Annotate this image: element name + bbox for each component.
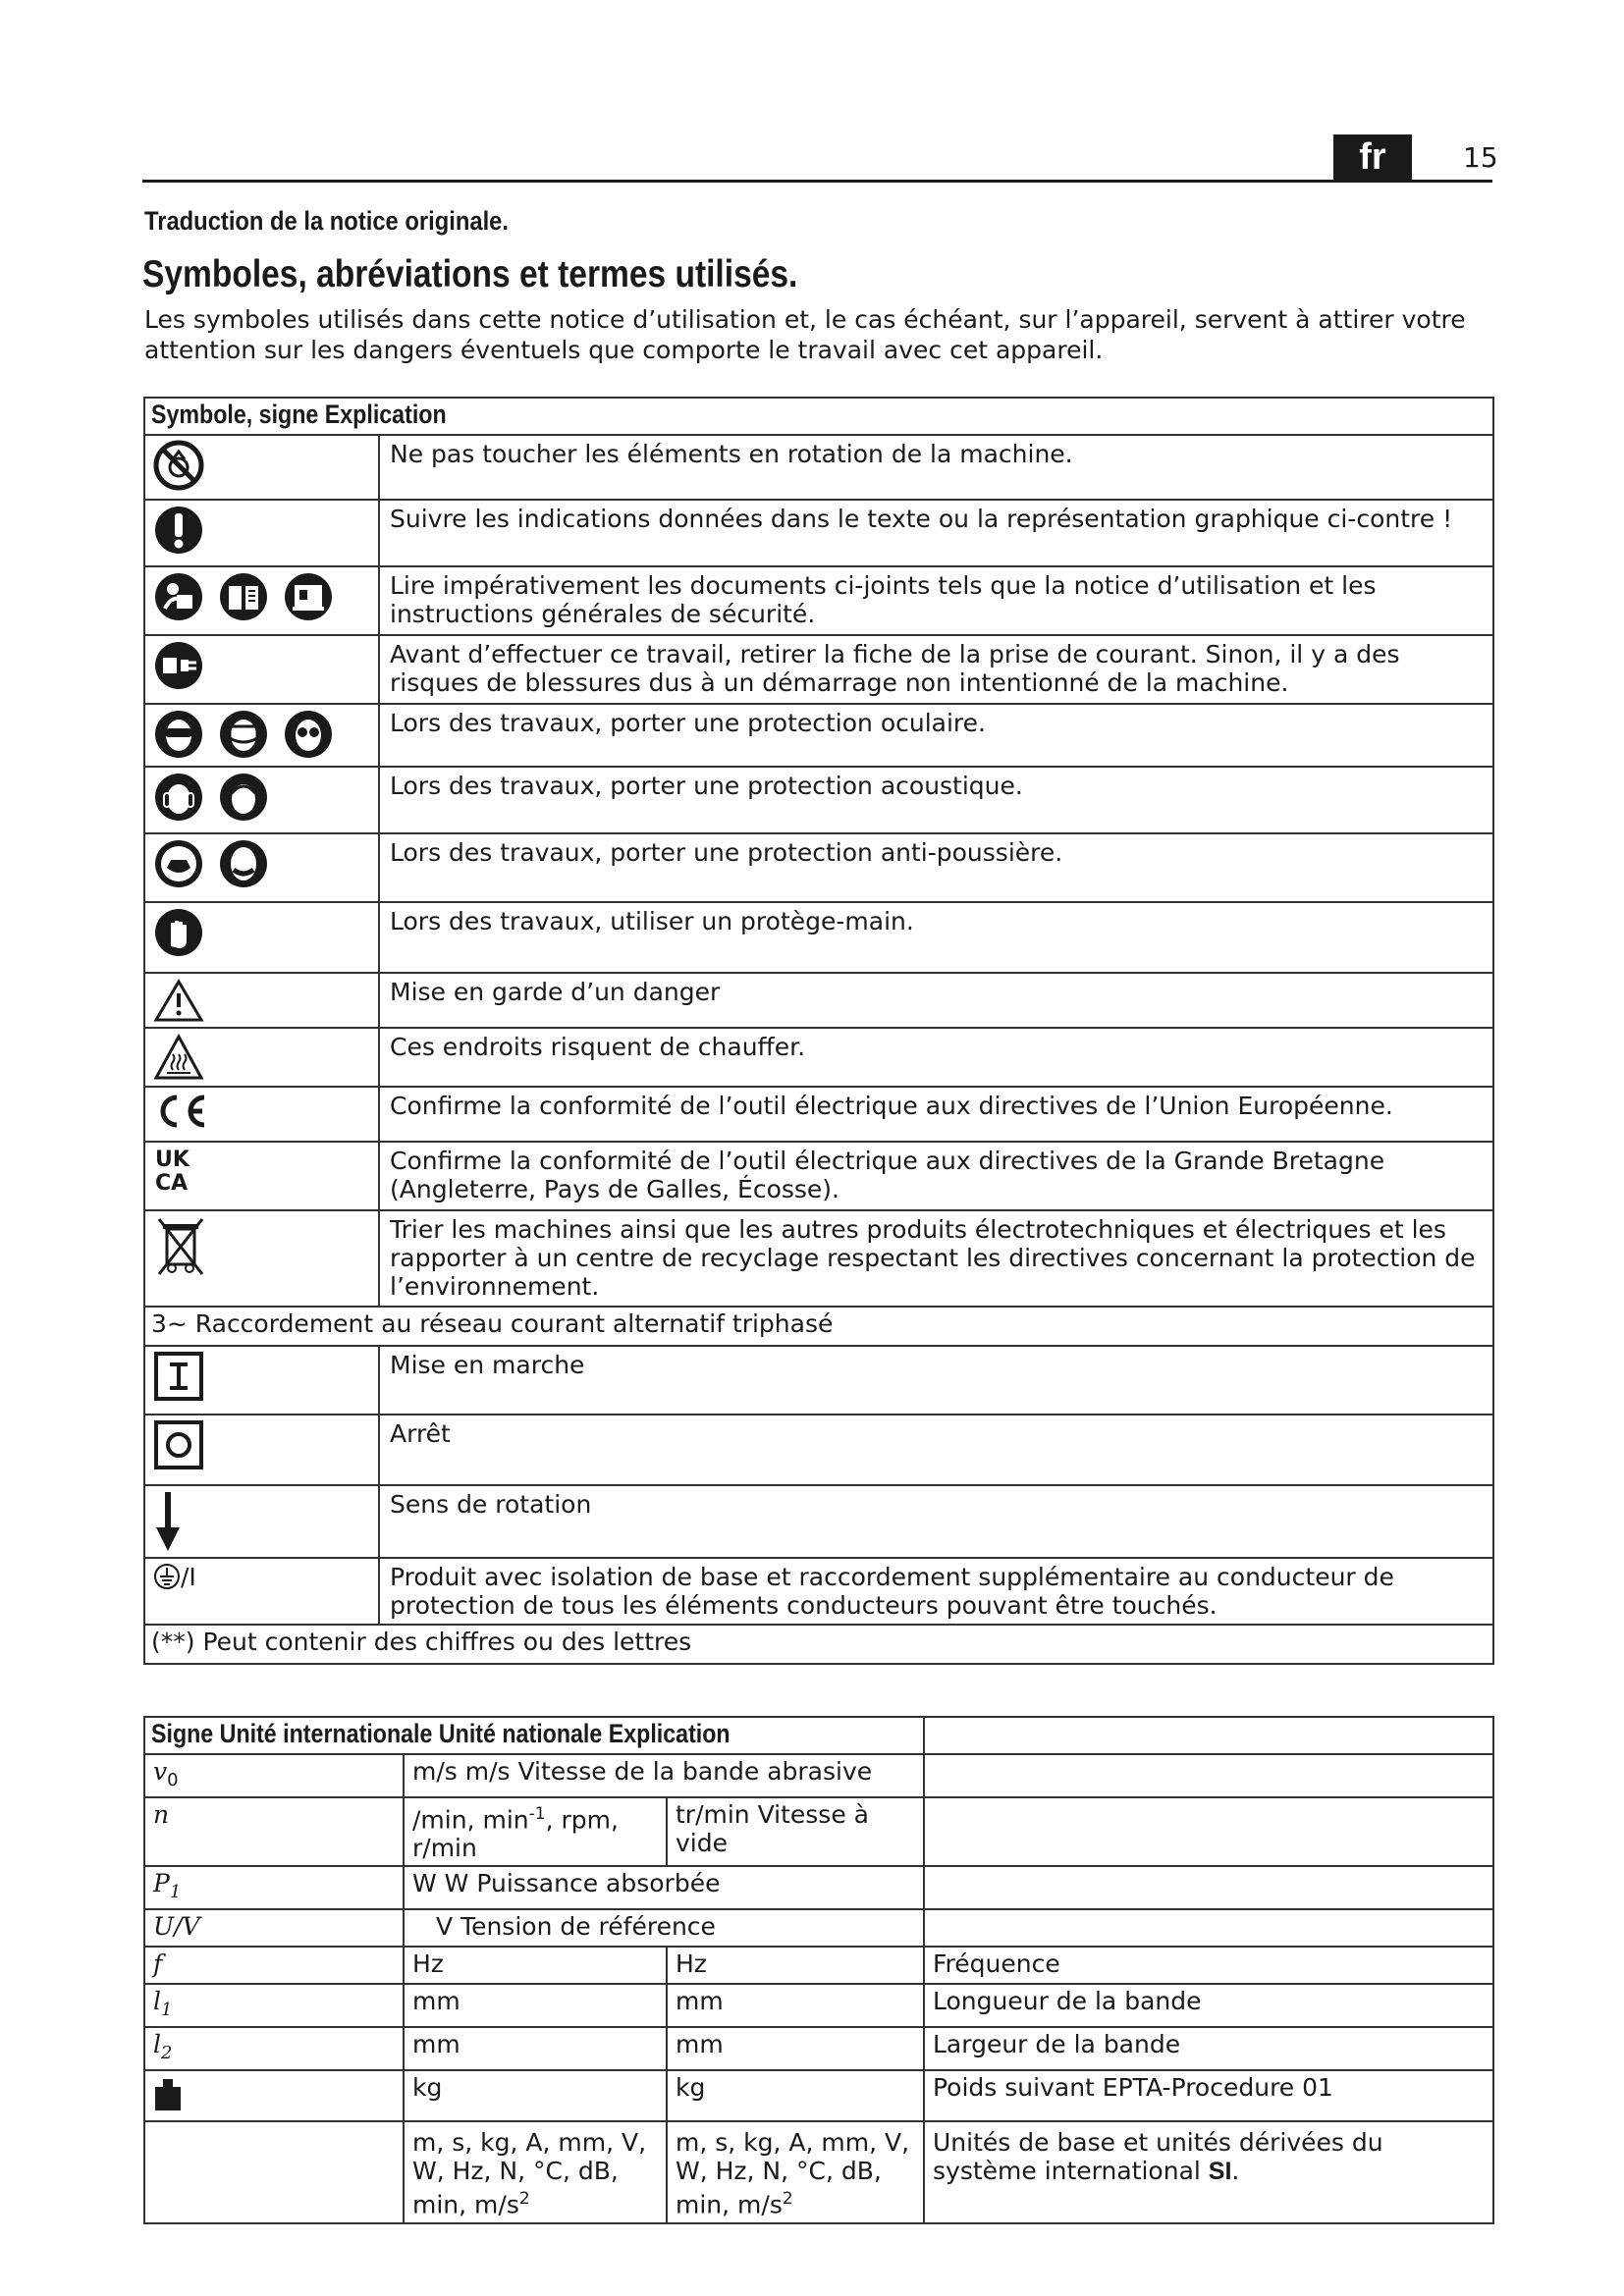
symbol-cell	[144, 1346, 379, 1415]
empty-cell	[924, 1717, 1493, 1754]
goggles-icon	[153, 709, 204, 760]
empty-cell	[924, 1797, 1493, 1866]
symbol-explanation: Arrêt	[379, 1415, 1493, 1485]
symbol-cell	[144, 1415, 379, 1485]
symbol-cell	[144, 1142, 379, 1210]
symbol-cell	[144, 833, 379, 902]
row-span-text: W W Puissance absorbée	[404, 1866, 924, 1909]
svg-text:CA: CA	[155, 1171, 189, 1194]
intl-unit-cell: Hz	[404, 1947, 667, 1984]
nat-unit-cell: Hz	[667, 1947, 924, 1984]
rotation-arrow-icon	[153, 1490, 183, 1553]
symbols-table	[143, 397, 1494, 1665]
symbols-table-header: Symbole, signe Explication	[144, 398, 1493, 435]
intl-unit-cell: mm	[404, 1984, 667, 2027]
nat-unit-cell: mm	[667, 1984, 924, 2027]
symbol-explanation: Lors des travaux, porter une protection acoustique.	[379, 767, 1493, 833]
symbol-explanation: Suivre les indications données dans le texte ou la représentation graphique ci-contre !	[379, 500, 1493, 566]
no-touch-rotating-icon	[153, 440, 204, 491]
nat-unit-cell: kg	[667, 2070, 924, 2121]
page-number: 15	[1463, 141, 1498, 174]
sign-cell: $P_1$	[144, 1866, 404, 1909]
row-span-text: tr/min Vitesse à vide	[667, 1797, 924, 1866]
symbol-cell	[144, 767, 379, 833]
empty-cell	[144, 2121, 404, 2223]
symbol-cell	[144, 704, 379, 767]
symbol-explanation: Mise en marche	[379, 1346, 1493, 1415]
symbol-cell	[144, 435, 379, 500]
translation-note: Traduction de la notice originale.	[144, 206, 509, 236]
symbol-explanation: Confirme la conformité de l’outil électrique aux directives de la Grande Bretagne (Angleterre, Pays de Galles, Écosse).	[379, 1142, 1493, 1210]
weee-bin-icon	[153, 1215, 208, 1276]
symbol-cell	[144, 1210, 379, 1307]
symbol-cell	[144, 566, 379, 635]
exclamation-icon	[153, 505, 204, 556]
symbol-cell	[144, 635, 379, 704]
symbol-explanation: Sens de rotation	[379, 1485, 1493, 1558]
warning-triangle-icon	[153, 978, 204, 1023]
sign-cell: $l_2$	[144, 2027, 404, 2070]
ear-protection-icon	[153, 772, 204, 823]
symbol-cell	[144, 1558, 379, 1625]
symbol-cell	[144, 973, 379, 1028]
intl-unit-cell: mm	[404, 2027, 667, 2070]
unplug-icon	[153, 640, 204, 691]
ear-protection-icon	[218, 772, 269, 823]
symbol-cell	[144, 1485, 379, 1558]
symbol-explanation: Ces endroits risquent de chauffer.	[379, 1028, 1493, 1087]
glasses-icon	[283, 709, 334, 760]
row-span-text: m/s m/s Vitesse de la bande abrasive	[404, 1754, 924, 1797]
read-manual-icon	[153, 571, 204, 622]
placeholder-note-row: (**) Peut contenir des chiffres ou des lettres	[144, 1625, 1493, 1664]
symbol-explanation: Confirme la conformité de l’outil électrique aux directives de l’Union Européenne.	[379, 1087, 1493, 1142]
nat-unit-cell: m, s, kg, A, mm, V, W, Hz, N, °C, dB, min, $m/s^2$	[667, 2121, 924, 2223]
symbol-cell	[144, 500, 379, 566]
sign-cell: $v_0$	[144, 1754, 404, 1797]
units-table	[143, 1716, 1494, 2224]
power-on-icon	[153, 1351, 204, 1402]
symbol-explanation: Lire impérativement les documents ci-joints tels que la notice d’utilisation et les instructions générales de sécurité.	[379, 566, 1493, 635]
intl-unit-cell: kg	[404, 2070, 667, 2121]
empty-cell	[924, 1909, 1493, 1947]
explanation-cell: Longueur de la bande	[924, 1984, 1493, 2027]
page-title: Symboles, abréviations et termes utilisés.	[142, 253, 798, 295]
nat-unit-cell: mm	[667, 2027, 924, 2070]
book-icon	[218, 571, 269, 622]
protective-earth-icon	[153, 1563, 181, 1590]
sign-cell	[144, 2070, 404, 2121]
three-phase-row: 3~ Raccordement au réseau courant alternatif triphasé	[144, 1307, 1493, 1346]
earth-symbol-suffix: /I	[181, 1563, 196, 1591]
ce-mark-icon	[153, 1092, 212, 1131]
weight-icon	[153, 2077, 183, 2112]
dust-mask-icon	[153, 838, 204, 889]
symbol-explanation: Lors des travaux, utiliser un protège-main.	[379, 902, 1493, 973]
svg-text:UK: UK	[155, 1148, 189, 1172]
empty-cell	[924, 1866, 1493, 1909]
symbol-cell	[144, 1028, 379, 1087]
sign-cell: n	[144, 1797, 404, 1866]
symbol-explanation: Lors des travaux, porter une protection oculaire.	[379, 704, 1493, 767]
sign-cell: U/V	[144, 1909, 404, 1947]
language-badge: fr	[1333, 134, 1412, 180]
row-span-text: V Tension de référence	[404, 1909, 924, 1947]
explanation-cell: Largeur de la bande	[924, 2027, 1493, 2070]
sign-cell: $l_1$	[144, 1984, 404, 2027]
gloves-icon	[153, 907, 204, 958]
symbol-explanation: Mise en garde d’un danger	[379, 973, 1493, 1028]
units-table-header: Signe Unité internationale Unité nationale Explication	[144, 1717, 924, 1754]
header-rule	[142, 180, 1492, 183]
sign-cell: f	[144, 1947, 404, 1984]
intl-unit-cell: /min, $\min^{-1}$, rpm, r/min	[404, 1797, 667, 1866]
symbol-explanation: Ne pas toucher les éléments en rotation de la machine.	[379, 435, 1493, 500]
symbol-cell	[144, 1087, 379, 1142]
empty-cell	[924, 1754, 1493, 1797]
face-shield-icon	[218, 709, 269, 760]
symbol-explanation: Produit avec isolation de base et raccordement supplémentaire au conducteur de protection de tous les éléments conducteurs pouvant être touchés.	[379, 1558, 1493, 1625]
symbol-explanation: Lors des travaux, porter une protection anti-poussière.	[379, 833, 1493, 902]
symbol-explanation: Trier les machines ainsi que les autres produits électrotechniques et électriques et les rapporter à un centre de recyclage respectant les directives concernant la protection de l’environnement.	[379, 1210, 1493, 1307]
intl-unit-cell: m, s, kg, A, mm, V, W, Hz, N, °C, dB, min, $m/s^2$	[404, 2121, 667, 2223]
power-off-icon	[153, 1419, 204, 1470]
respirator-icon	[218, 838, 269, 889]
explanation-cell: Poids suivant EPTA-Procedure 01	[924, 2070, 1493, 2121]
hot-surface-icon	[153, 1033, 204, 1082]
intro-paragraph: Les symboles utilisés dans cette notice d’utilisation et, le cas échéant, sur l’appareil, servent à attirer votre attention sur les dangers éventuels que comporte le travail avec cet appareil.	[144, 305, 1466, 364]
symbol-cell	[144, 902, 379, 973]
instructions-icon	[283, 571, 334, 622]
explanation-cell: Unités de base et unités dérivées du système international SI.	[924, 2121, 1493, 2223]
explanation-cell: Fréquence	[924, 1947, 1493, 1984]
ukca-mark-icon	[153, 1147, 192, 1194]
symbol-explanation: Avant d’effectuer ce travail, retirer la fiche de la prise de courant. Sinon, il y a des risques de blessures dus à un démarrage non intentionné de la machine.	[379, 635, 1493, 704]
